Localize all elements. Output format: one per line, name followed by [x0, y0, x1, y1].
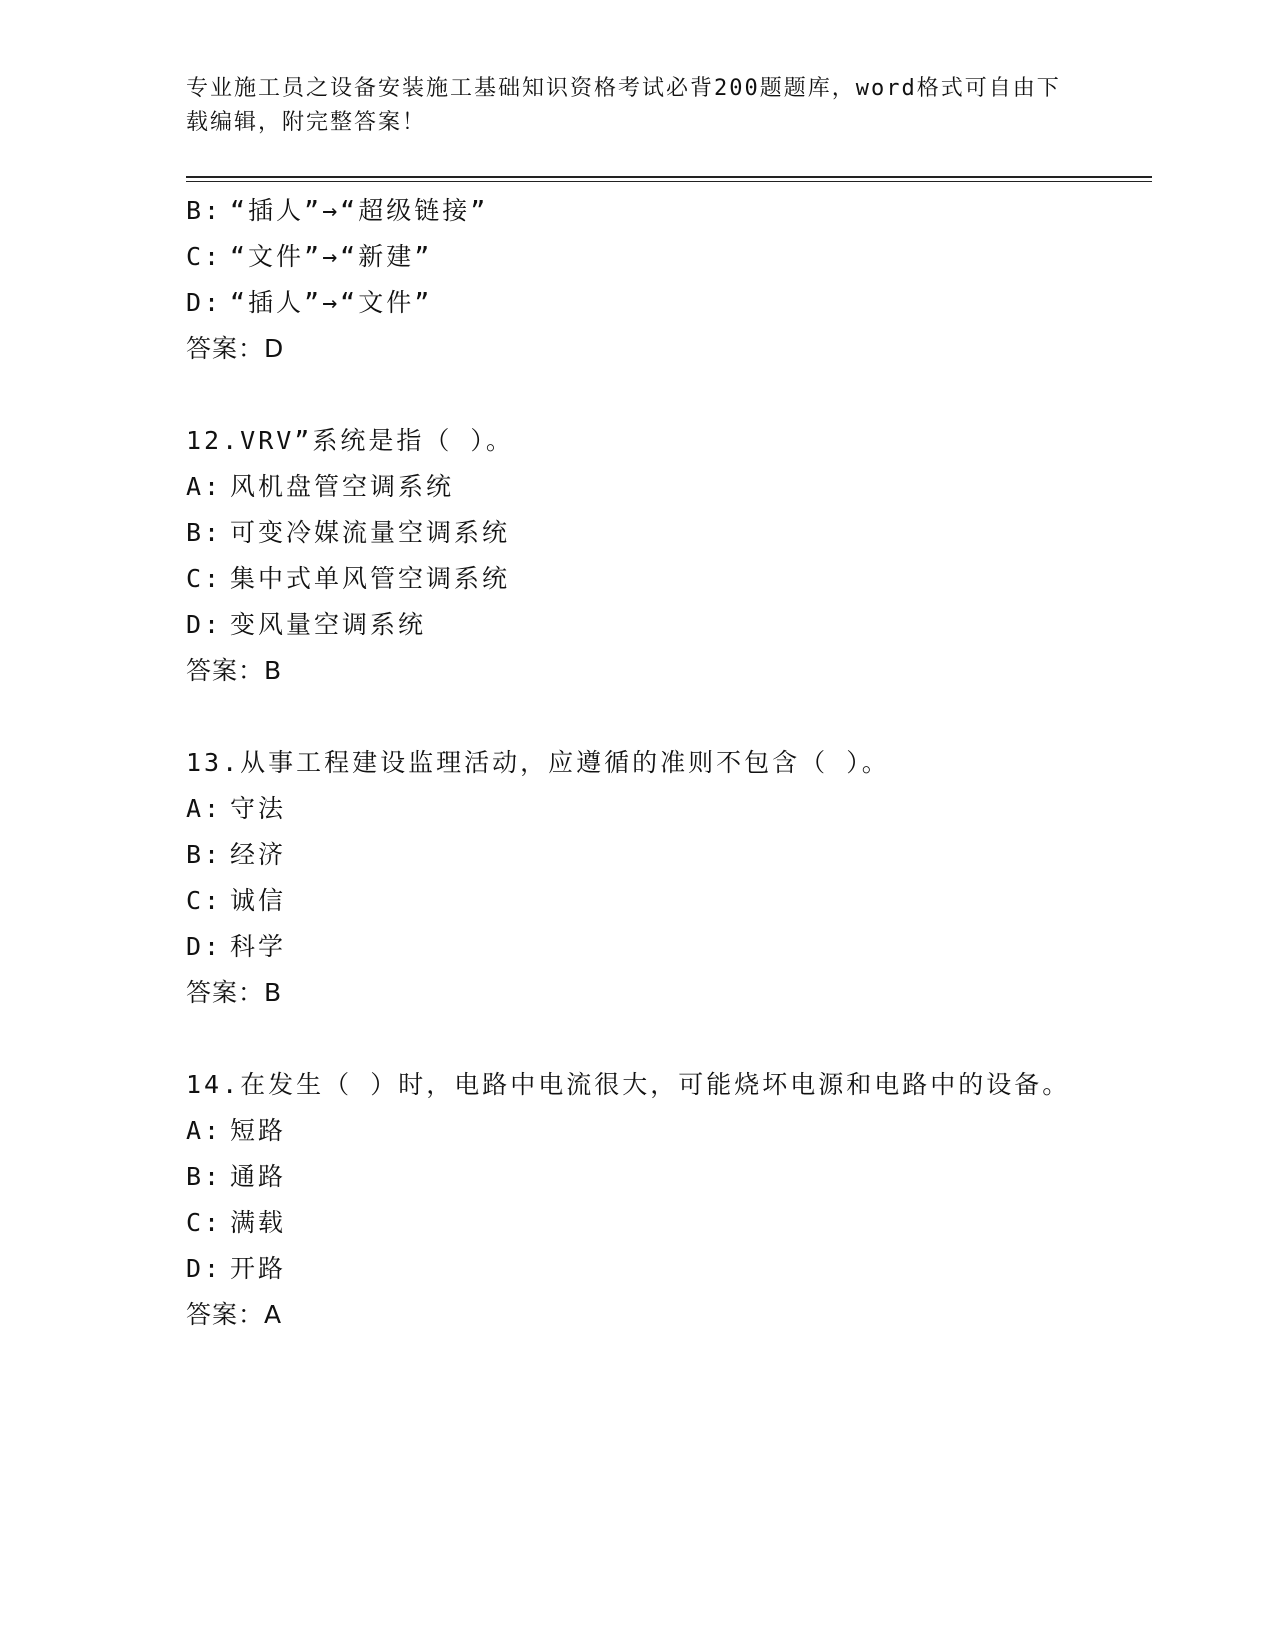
option-letter: C:	[186, 564, 223, 593]
option-row	[186, 556, 1146, 602]
option-row	[186, 924, 1146, 970]
option-letter: C:	[186, 886, 223, 915]
option-text: “插人”→“文件”	[230, 288, 433, 317]
option-row	[186, 832, 1146, 878]
header-divider-thick	[186, 176, 1152, 178]
option-letter: D:	[186, 288, 223, 317]
option-text: 满载	[230, 1208, 287, 1237]
option-row	[186, 510, 1146, 556]
option-letter: D:	[186, 610, 223, 639]
option-row	[186, 1154, 1146, 1200]
option-text: 守法	[230, 794, 287, 823]
option-text: 通路	[230, 1162, 287, 1191]
answer-line: 答案：D	[186, 334, 285, 363]
question-block-14	[186, 1062, 1146, 1338]
option-letter: B:	[186, 840, 223, 869]
option-text: 集中式单风管空调系统	[230, 564, 511, 593]
option-row	[186, 464, 1146, 510]
option-text: 风机盘管空调系统	[230, 472, 455, 501]
option-row	[186, 1200, 1146, 1246]
answer-line: 答案：A	[186, 1300, 283, 1329]
option-letter: C:	[186, 1208, 223, 1237]
option-letter: A:	[186, 794, 223, 823]
prev-question-block	[186, 188, 1146, 372]
option-row	[186, 602, 1146, 648]
option-row	[186, 188, 1146, 234]
option-text: 开路	[230, 1254, 287, 1283]
question-text: 13.从事工程建设监理活动，应遵循的准则不包含（ ）。	[186, 748, 890, 777]
question-block-13	[186, 740, 1146, 1016]
option-letter: D:	[186, 1254, 223, 1283]
answer-line: 答案：B	[186, 656, 283, 685]
option-letter: A:	[186, 1116, 223, 1145]
option-letter: A:	[186, 472, 223, 501]
option-text: “文件”→“新建”	[230, 242, 433, 271]
option-text: 变风量空调系统	[230, 610, 427, 639]
header-divider-thin	[186, 181, 1152, 182]
option-row	[186, 786, 1146, 832]
question-content	[186, 188, 1146, 1338]
option-row	[186, 234, 1146, 280]
option-text: 诚信	[230, 886, 287, 915]
option-text: “插人”→“超级链接”	[230, 196, 489, 225]
option-row	[186, 1246, 1146, 1292]
option-letter: B:	[186, 196, 223, 225]
question-text: 14.在发生（ ）时，电路中电流很大，可能烧坏电源和电路中的设备。	[186, 1070, 1071, 1099]
option-letter: C:	[186, 242, 223, 271]
option-text: 经济	[230, 840, 287, 869]
option-letter: B:	[186, 1162, 223, 1191]
option-letter: B:	[186, 518, 223, 547]
document-header: 专业施工员之设备安装施工基础知识资格考试必背200题题库，word格式可自由下载编辑，附完整答案！	[186, 76, 1061, 135]
option-text: 短路	[230, 1116, 287, 1145]
question-block-12	[186, 418, 1146, 694]
option-text: 科学	[230, 932, 287, 961]
option-row	[186, 280, 1146, 326]
option-row	[186, 878, 1146, 924]
option-text: 可变冷媒流量空调系统	[230, 518, 511, 547]
option-letter: D:	[186, 932, 223, 961]
answer-line: 答案：B	[186, 978, 283, 1007]
question-text: 12.VRV”系统是指（ ）。	[186, 426, 514, 455]
option-row	[186, 1108, 1146, 1154]
